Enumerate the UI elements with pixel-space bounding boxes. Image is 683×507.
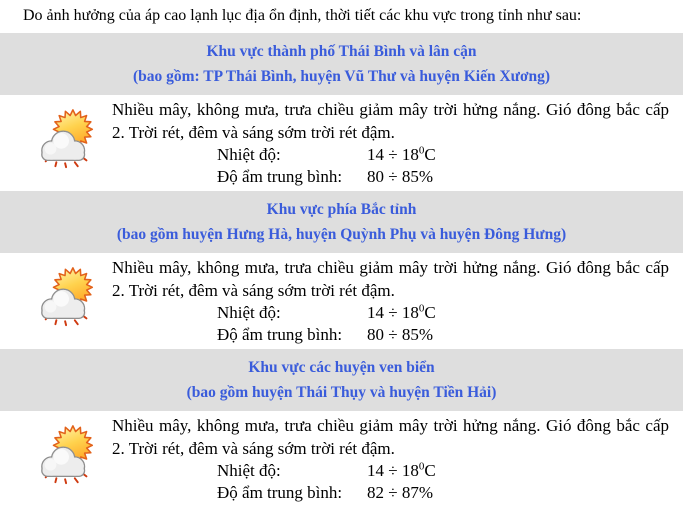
- temperature-range: 14 ÷ 18: [367, 145, 419, 164]
- region-subtitle: (bao gồm huyện Thái Thụy và huyện Tiền Hải): [186, 384, 497, 401]
- forecast-description: Nhiều mây, không mưa, trưa chiều giảm mây trời hửng nắng. Gió đông bắc cấp 2. Trời rét, đêm và sáng sớm trời rét đậm.: [112, 258, 669, 300]
- sun-behind-cloud-icon: [36, 422, 102, 488]
- region-body: [0, 253, 683, 349]
- region-section-coastal: [0, 349, 683, 507]
- humidity-value: 80 ÷ 85%: [367, 325, 433, 344]
- region-body: [0, 411, 683, 507]
- region-title: Khu vực các huyện ven biển: [248, 359, 435, 376]
- temperature-label: Nhiệt độ:: [217, 145, 281, 164]
- intro-paragraph: Do ảnh hưởng của áp cao lạnh lục địa ổn định, thời tiết các khu vực trong tỉnh như sau:: [23, 7, 582, 24]
- humidity-label: Độ ẩm trung bình:: [217, 483, 343, 502]
- temperature-range: 14 ÷ 18: [367, 303, 419, 322]
- humidity-label: Độ ẩm trung bình:: [217, 325, 343, 344]
- region-section-north: [0, 191, 683, 349]
- sun-behind-cloud-icon: [36, 106, 102, 172]
- temperature-row: [217, 144, 669, 166]
- region-body: [0, 95, 683, 191]
- region-title: Khu vực thành phố Thái Bình và lân cận: [206, 43, 477, 60]
- temperature-row: [217, 302, 669, 324]
- degree-superscript: 0: [418, 144, 425, 157]
- temperature-row: [217, 460, 669, 482]
- temperature-label: Nhiệt độ:: [217, 461, 281, 480]
- degree-superscript: 0: [418, 460, 425, 473]
- humidity-label: Độ ẩm trung bình:: [217, 167, 343, 186]
- region-subtitle: (bao gồm huyện Hưng Hà, huyện Quỳnh Phụ và huyện Đông Hưng): [116, 226, 567, 243]
- sun-behind-cloud-icon: [36, 264, 102, 330]
- forecast-text: [112, 412, 683, 504]
- forecast-description: Nhiều mây, không mưa, trưa chiều giảm mây trời hửng nắng. Gió đông bắc cấp 2. Trời rét, đêm và sáng sớm trời rét đậm.: [112, 100, 669, 142]
- temperature-label: Nhiệt độ:: [217, 303, 281, 322]
- region-header: [0, 191, 683, 253]
- temperature-value: [367, 145, 436, 164]
- humidity-row: [217, 166, 669, 188]
- degree-superscript: 0: [418, 302, 425, 315]
- region-subtitle: (bao gồm: TP Thái Bình, huyện Vũ Thư và huyện Kiến Xương): [132, 68, 551, 85]
- humidity-row: [217, 482, 669, 504]
- weather-icon-cell: [0, 254, 112, 346]
- temperature-unit: C: [424, 303, 436, 322]
- humidity-row: [217, 324, 669, 346]
- forecast-text: [112, 96, 683, 188]
- temperature-value: [367, 303, 436, 322]
- region-header: [0, 349, 683, 411]
- humidity-value: 80 ÷ 85%: [367, 167, 433, 186]
- weather-icon-cell: [0, 96, 112, 188]
- humidity-value: 82 ÷ 87%: [367, 483, 433, 502]
- temperature-value: [367, 461, 436, 480]
- region-title: Khu vực phía Bắc tỉnh: [266, 201, 417, 218]
- region-section-thai-binh-city: [0, 33, 683, 191]
- temperature-unit: C: [424, 145, 436, 164]
- temperature-range: 14 ÷ 18: [367, 461, 419, 480]
- temperature-unit: C: [424, 461, 436, 480]
- weather-icon-cell: [0, 412, 112, 504]
- forecast-text: [112, 254, 683, 346]
- forecast-description: Nhiều mây, không mưa, trưa chiều giảm mây trời hửng nắng. Gió đông bắc cấp 2. Trời rét, đêm và sáng sớm trời rét đậm.: [112, 416, 669, 458]
- region-header: [0, 33, 683, 95]
